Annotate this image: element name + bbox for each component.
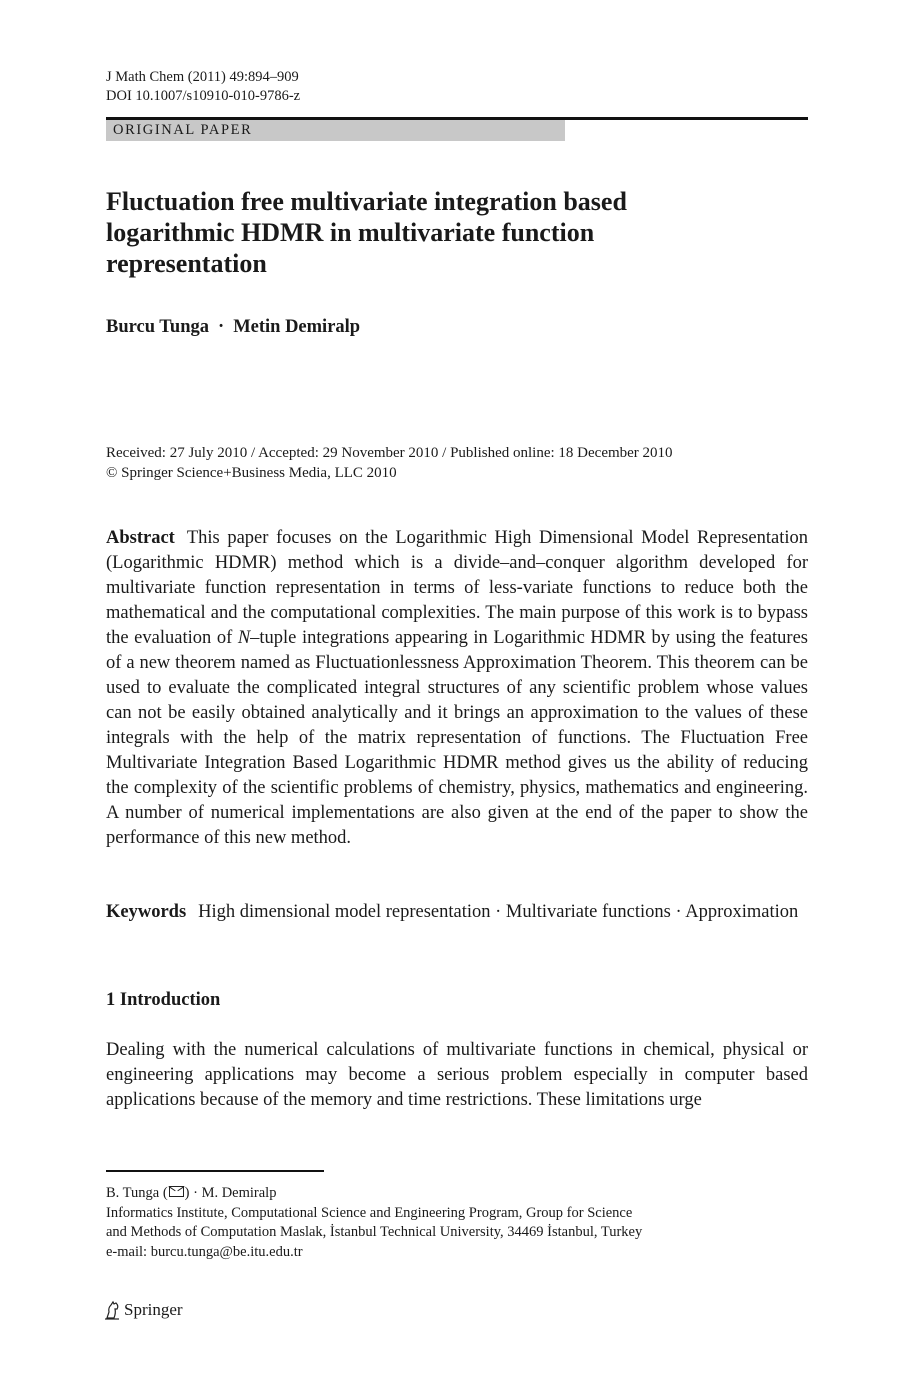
email-line: e-mail: burcu.tunga@be.itu.edu.tr bbox=[106, 1243, 303, 1260]
dates-line: Received: 27 July 2010 / Accepted: 29 November 2010 / Published online: 18 December 2010 bbox=[106, 445, 673, 461]
keywords bbox=[106, 900, 808, 925]
journal-citation bbox=[106, 68, 300, 106]
publisher-logo bbox=[104, 1299, 183, 1321]
author-name: Burcu Tunga bbox=[106, 317, 210, 337]
keywords-label: Keywords bbox=[106, 902, 187, 922]
abstract-label: Abstract bbox=[106, 528, 175, 548]
section-heading: 1 Introduction bbox=[106, 990, 221, 1010]
affiliation-line: and Methods of Computation Maslak, İstanbul Technical University, 34469 İstanbul, Turkey bbox=[106, 1224, 643, 1240]
publication-dates bbox=[106, 443, 673, 483]
journal-line: J Math Chem (2011) 49:894–909 bbox=[106, 69, 299, 85]
publisher-name: Springer bbox=[124, 1300, 183, 1319]
footnote-author-2: ) · M. Demiralp bbox=[184, 1185, 277, 1201]
keywords-text: High dimensional model representation · Multivariate functions · Approximation bbox=[198, 902, 799, 922]
affiliation-line: Informatics Institute, Computational Science and Engineering Program, Group for Science bbox=[106, 1204, 633, 1221]
footnote-rule bbox=[106, 1170, 324, 1172]
author-list bbox=[106, 315, 360, 339]
abstract-text: –tuple integrations appearing in Logarithmic HDMR by using the features of a new theorem named as Fluctuationlessness Approximation Theorem. This theorem can be used to evaluate the complicated integral structures of any scientific problem whose values can not be easily obtained analytically and it brings an approximation to the values of these integrals with the help of the matrix representation of functions. The Fluctuation Free Multivariate Integration Based Logarithmic HDMR method gives us the ability of reducing the complexity of the scientific problems of chemistry, physics, mathematics and engineering. A number of numerical implementations are also given at the end of the paper to show the performance of this new method. bbox=[106, 628, 808, 848]
footnote-author-1: B. Tunga ( bbox=[106, 1185, 168, 1201]
springer-horse-icon bbox=[104, 1300, 121, 1320]
author-separator: · bbox=[218, 317, 225, 337]
envelope-icon bbox=[169, 1186, 184, 1197]
paper-title: Fluctuation free multivariate integration based logarithmic HDMR in multivariate function representation bbox=[106, 187, 627, 278]
section-label: ORIGINAL PAPER bbox=[113, 122, 253, 138]
footnote-authors bbox=[106, 1184, 642, 1204]
author-name: Metin Demiralp bbox=[233, 317, 361, 337]
abstract-symbol: N bbox=[237, 628, 251, 648]
doi-line: DOI 10.1007/s10910-010-9786-z bbox=[106, 88, 301, 104]
author-footnote bbox=[106, 1184, 642, 1262]
abstract bbox=[106, 526, 808, 851]
copyright-line: © Springer Science+Business Media, LLC 2010 bbox=[106, 465, 397, 481]
introduction-text: Dealing with the numerical calculations of multivariate functions in chemical, physical or engineering applications may become a serious problem especially in computer based applications because of the memory and time restrictions. These limitations urge bbox=[106, 1040, 808, 1110]
abstract-text: This paper focuses on the Logarithmic High Dimensional Model Representation (Logarithmic HDMR) method which is a divide–and–conquer algorithm developed for multivariate function representation in terms of less-variate functions to reduce both the mathematical and the computational complexities. The main purpose of this work is to bypass the evaluation of bbox=[106, 528, 808, 648]
